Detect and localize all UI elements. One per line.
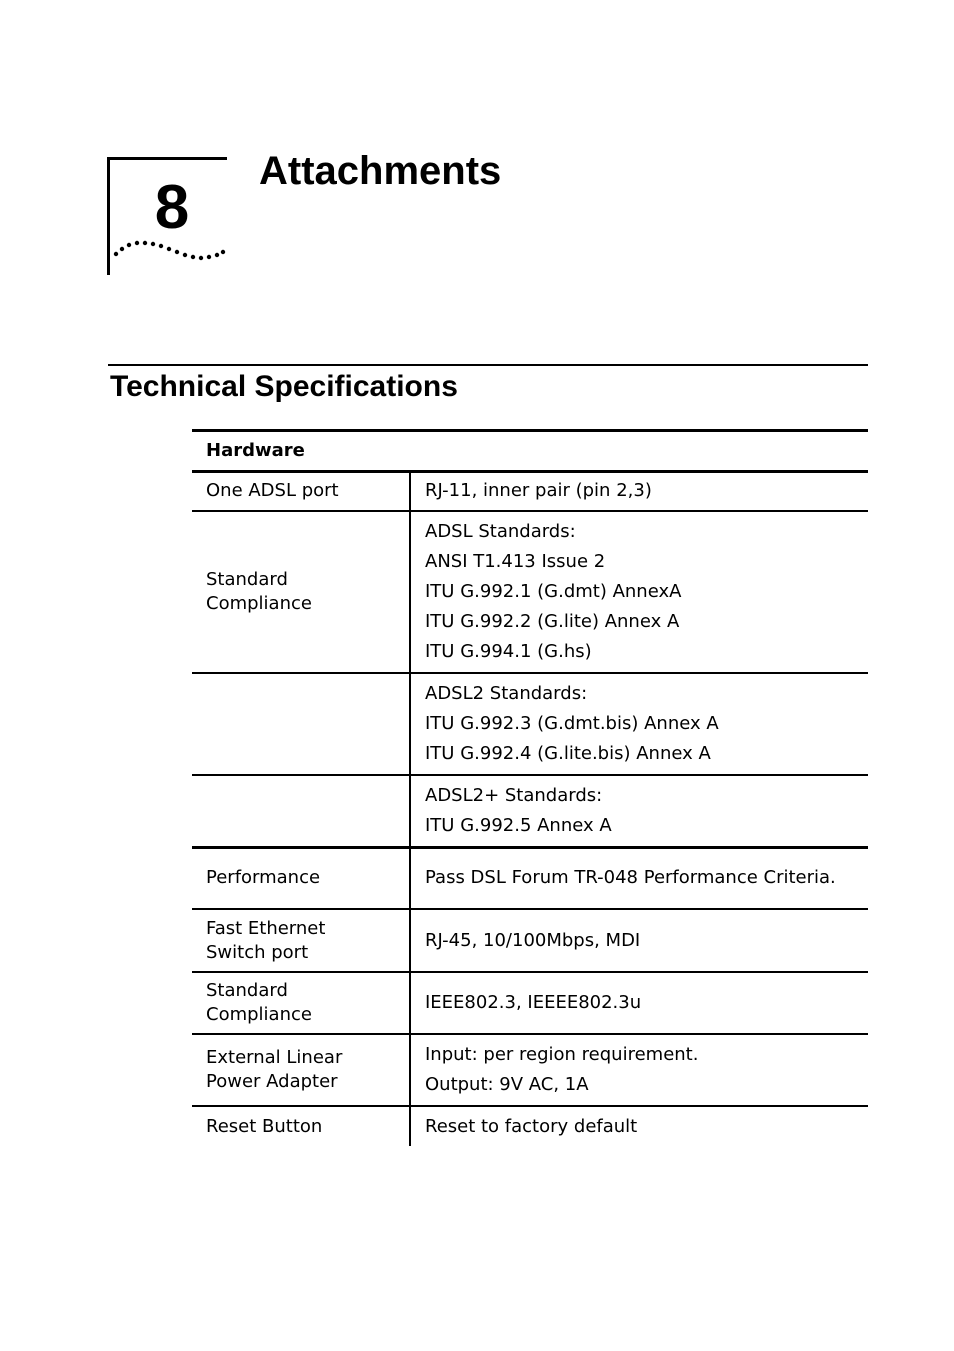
chapter-dots-decoration bbox=[112, 236, 230, 264]
row-label bbox=[192, 972, 410, 1034]
value-line: Input: per region requirement. bbox=[425, 1044, 699, 1065]
value-line: ITU G.992.5 Annex A bbox=[425, 814, 612, 836]
row-value bbox=[410, 909, 868, 972]
value-line: ITU G.992.1 (G.dmt) AnnexA bbox=[425, 580, 682, 602]
table-row bbox=[192, 972, 868, 1034]
label-line: Switch port bbox=[206, 941, 309, 963]
row-value bbox=[410, 673, 868, 775]
label-line: Fast Ethernet bbox=[206, 917, 326, 939]
row-value bbox=[410, 1106, 868, 1146]
label-line: Compliance bbox=[206, 1004, 312, 1025]
row-label bbox=[192, 673, 410, 775]
section-title: Technical Specifications bbox=[110, 370, 458, 403]
table-row bbox=[192, 775, 868, 848]
row-value bbox=[410, 775, 868, 848]
value-line: Pass DSL Forum TR-048 Performance Criteria. bbox=[425, 867, 836, 889]
row-value bbox=[410, 472, 868, 511]
label-line: One ADSL port bbox=[206, 480, 339, 502]
label-line: Compliance bbox=[206, 592, 312, 614]
table-row bbox=[192, 847, 868, 909]
table-header: Hardware bbox=[192, 431, 868, 472]
value-line: ADSL Standards: bbox=[425, 520, 576, 542]
value-line: ITU G.992.3 (G.dmt.bis) Annex A bbox=[425, 712, 719, 734]
value-line: IEEE802.3, IEEEE802.3u bbox=[425, 992, 642, 1013]
chapter-number: 8 bbox=[154, 173, 190, 242]
label-line: Power Adapter bbox=[206, 1071, 338, 1092]
row-label bbox=[192, 511, 410, 673]
value-line: ITU G.992.2 (G.lite) Annex A bbox=[425, 610, 680, 632]
table-row bbox=[192, 909, 868, 972]
value-line: ANSI T1.413 Issue 2 bbox=[425, 550, 606, 572]
table-row bbox=[192, 673, 868, 775]
value-line: ADSL2+ Standards: bbox=[425, 784, 603, 806]
label-line: Standard bbox=[206, 980, 288, 1001]
value-line: RJ-11, inner pair (pin 2,3) bbox=[425, 480, 652, 502]
table-header-row bbox=[192, 431, 868, 472]
value-line: Output: 9V AC, 1A bbox=[425, 1074, 589, 1095]
spec-table bbox=[192, 429, 868, 1146]
value-line: Reset to factory default bbox=[425, 1115, 638, 1137]
row-value bbox=[410, 1034, 868, 1106]
label-line: Standard bbox=[206, 568, 288, 590]
value-line: ITU G.994.1 (G.hs) bbox=[425, 640, 592, 662]
label-line: Performance bbox=[206, 867, 321, 889]
table-row bbox=[192, 1106, 868, 1146]
value-line: ADSL2 Standards: bbox=[425, 682, 588, 704]
row-label bbox=[192, 775, 410, 848]
value-line: RJ-45, 10/100Mbps, MDI bbox=[425, 929, 641, 951]
row-label bbox=[192, 1034, 410, 1106]
table-row bbox=[192, 1034, 868, 1106]
row-value bbox=[410, 847, 868, 909]
label-line: External Linear bbox=[206, 1047, 343, 1068]
table-row bbox=[192, 472, 868, 511]
row-label bbox=[192, 472, 410, 511]
table-row bbox=[192, 511, 868, 673]
row-value bbox=[410, 972, 868, 1034]
row-label bbox=[192, 909, 410, 972]
table-body bbox=[192, 472, 868, 1147]
row-label bbox=[192, 847, 410, 909]
row-label bbox=[192, 1106, 410, 1146]
chapter-title: Attachments bbox=[259, 149, 502, 193]
section-divider bbox=[108, 364, 868, 366]
row-value bbox=[410, 511, 868, 673]
label-line: Reset Button bbox=[206, 1115, 323, 1137]
value-line: ITU G.992.4 (G.lite.bis) Annex A bbox=[425, 742, 711, 764]
